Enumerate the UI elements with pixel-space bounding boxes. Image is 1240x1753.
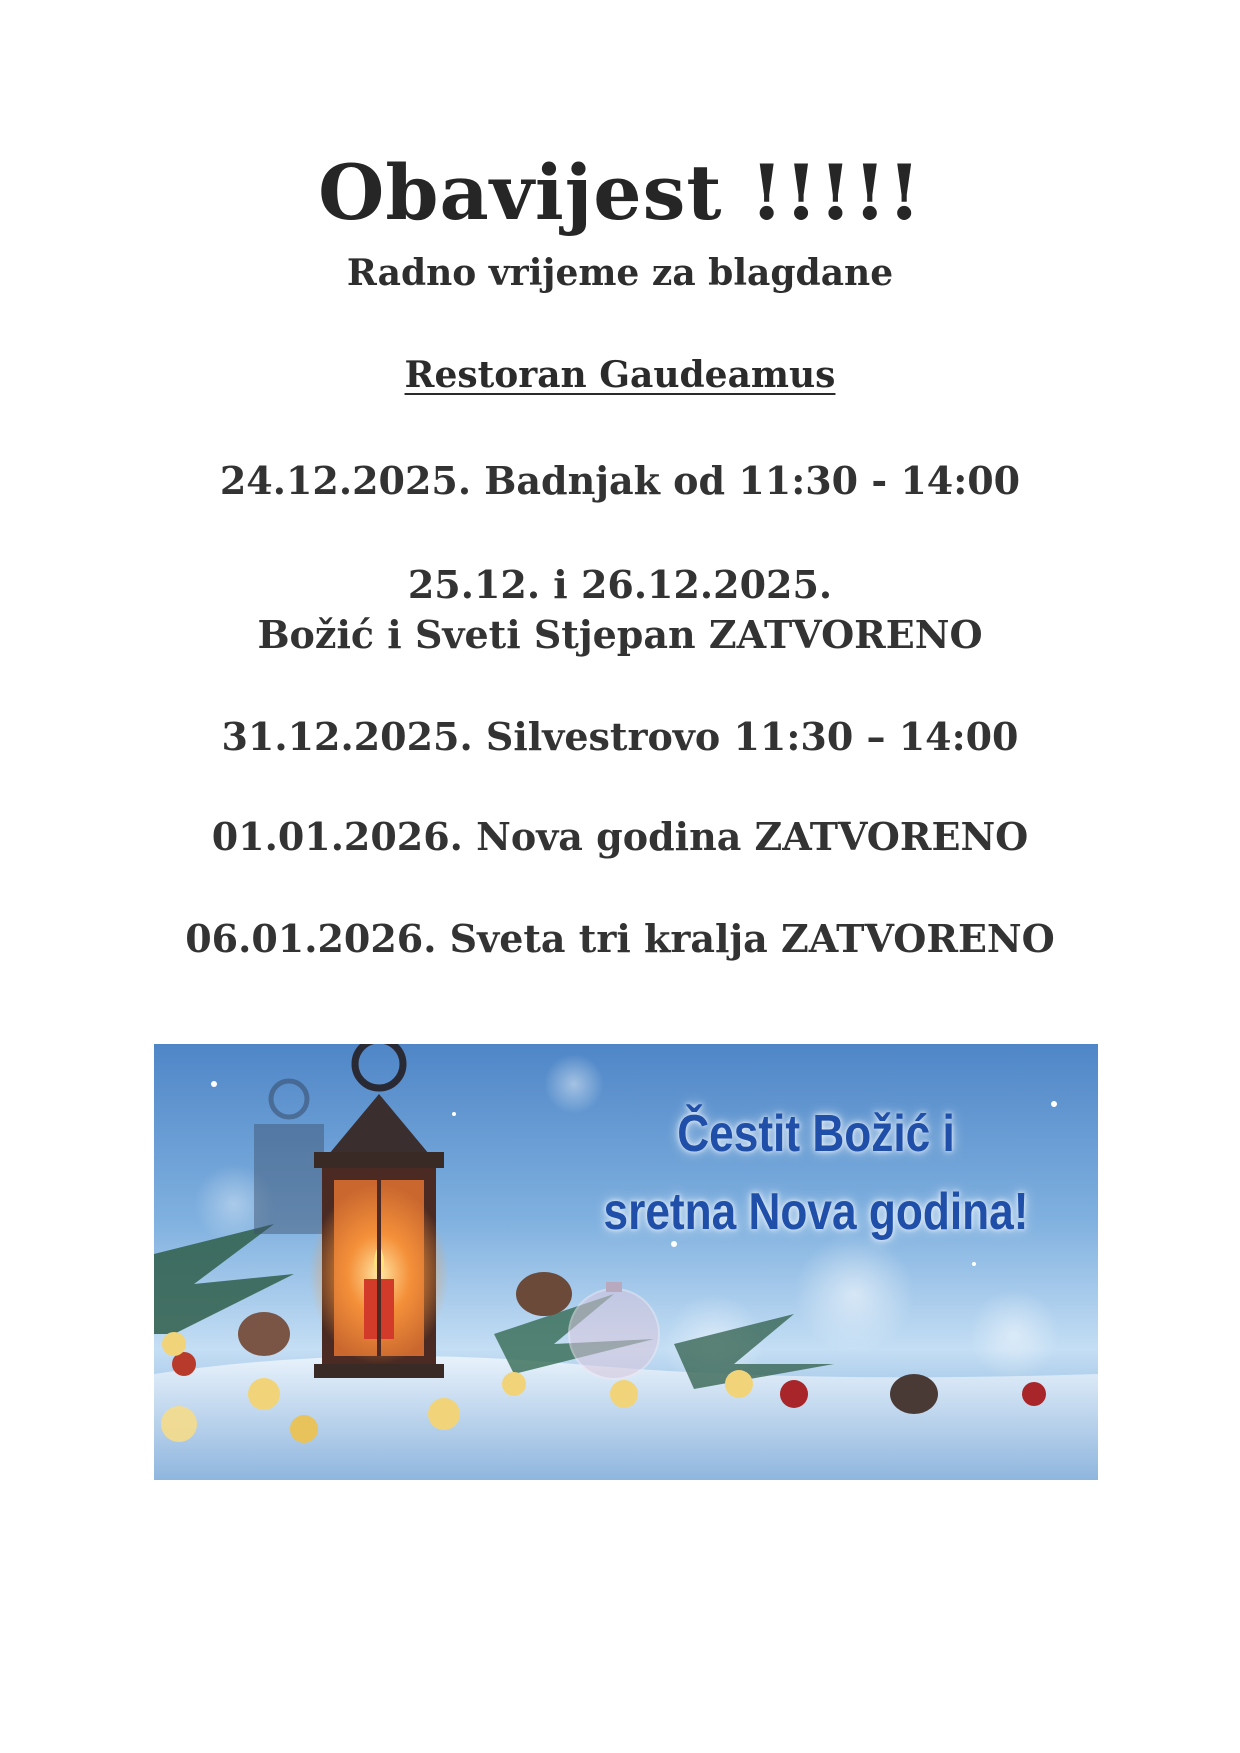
christmas-banner <box>154 1044 1098 1480</box>
page-subtitle: Radno vrijeme za blagdane <box>346 252 894 294</box>
restaurant-name-container <box>0 354 1240 396</box>
schedule-entry-christmas-status: Božić i Sveti Stjepan ZATVORENO <box>257 612 983 657</box>
restaurant-name: Restoran Gaudeamus <box>404 354 836 396</box>
schedule-entry-christmas-dates: 25.12. i 26.12.2025. <box>407 562 833 607</box>
schedule-entry-new-year: 01.01.2026. Nova godina ZATVORENO <box>211 814 1029 859</box>
page-title: Obavijest !!!!! <box>318 148 922 237</box>
schedule-entry-new-years-eve: 31.12.2025. Silvestrovo 11:30 – 14:00 <box>221 714 1019 759</box>
schedule-entry-epiphany: 06.01.2026. Sveta tri kralja ZATVORENO <box>185 916 1055 961</box>
greeting-line-1: Čestit Božić i <box>677 1105 955 1163</box>
schedule-entry-christmas-eve: 24.12.2025. Badnjak od 11:30 - 14:00 <box>219 458 1021 503</box>
greeting-line-2: sretna Nova godina! <box>603 1183 1029 1241</box>
